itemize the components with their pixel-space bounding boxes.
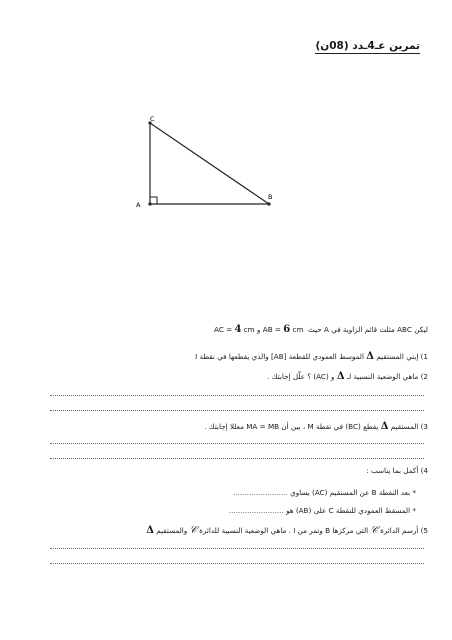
triangle-name: ABC	[397, 325, 412, 334]
vertex-label-b: B	[268, 193, 273, 201]
answer-line	[50, 548, 424, 549]
intro-and: و	[257, 325, 261, 334]
question-4-item-2: * المسقط العمودي للنقطة C على (AB) هو ........................	[228, 506, 416, 515]
intro-statement	[214, 325, 428, 335]
question-4: 4) أكمل بما يناسب :	[366, 466, 428, 475]
vertex-label-a: A	[136, 201, 141, 209]
delta-symbol: Δ	[336, 371, 345, 382]
ac-value: AC = 4 cm	[214, 324, 255, 335]
blank-fill: ........................	[232, 488, 288, 497]
circle-symbol: 𝒞	[189, 525, 197, 536]
question-5: 5) أرسم الدائرة 𝒞 التي مركزها B وتمر من I . ماهي الوضعية النسبية للدائرة 𝒞 والمستقيم Δ	[146, 525, 428, 536]
intro-text-1: ليكن	[414, 325, 428, 334]
ab-value: AB = 6 cm	[262, 324, 304, 335]
question-3: 3) المستقيم Δ يقطع (BC) في نقطة M ، بين أن MA = MB معللا إجابتك .	[204, 421, 428, 432]
intro-text-2: مثلث قائم الزاوية في A حيث	[308, 325, 395, 334]
bullet: *	[412, 488, 416, 497]
circle-symbol: 𝒞	[370, 525, 378, 536]
delta-symbol: Δ	[146, 525, 154, 536]
question-1: 1) إبني المستقيم Δ الموسط العمودي للقطعة [AB] والذي يقطعها في نقطة I	[195, 351, 428, 362]
answer-line	[50, 458, 424, 459]
question-4-item-1: * بعد النقطة B عن المستقيم (AC) يساوي ........................	[232, 488, 416, 497]
vertex-label-c: C	[150, 115, 155, 123]
answer-line	[50, 395, 424, 396]
blank-fill: ........................	[228, 506, 284, 515]
vertex-a-dot	[148, 202, 151, 205]
question-2: 2) ماهي الوضعية النسبية لـ Δ و (AC) ؟ علّل إجابتك .	[267, 371, 428, 382]
answer-line	[50, 410, 424, 411]
bullet: *	[412, 506, 416, 515]
equation-ma-mb: MA = MB	[246, 422, 280, 431]
answer-line	[50, 563, 424, 564]
exercise-title: تمرين عـ4ـدد (08ن)	[315, 40, 420, 52]
delta-symbol: Δ	[366, 351, 375, 362]
answer-line	[50, 443, 424, 444]
delta-symbol: Δ	[380, 421, 389, 432]
vertex-b-dot	[267, 202, 270, 205]
side-bc	[150, 123, 269, 204]
